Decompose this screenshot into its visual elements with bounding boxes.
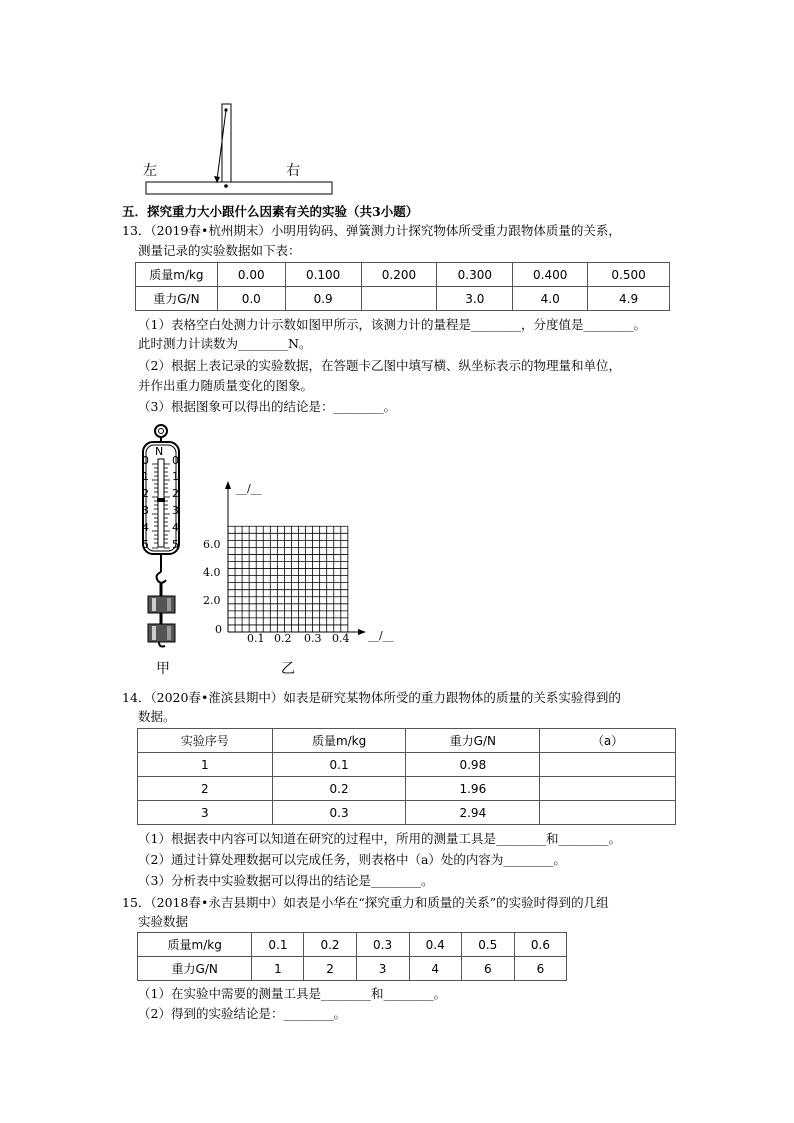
table-cell xyxy=(540,777,676,801)
tick-label: 2 xyxy=(172,487,179,500)
tick-label: 3 xyxy=(142,504,149,517)
q13-sub2a: （2）根据上表记录的实验数据，在答题卡乙图中填写横、纵坐标表示的物理量和单位， xyxy=(138,358,621,373)
table-cell: 3 xyxy=(138,801,273,825)
q15-table xyxy=(137,932,567,981)
table-row xyxy=(136,263,670,287)
table-cell: 2 xyxy=(138,777,273,801)
table-cell: 0.3 xyxy=(356,933,409,957)
tick-label: 0 xyxy=(172,454,179,467)
x-tick-label: 0.3 xyxy=(304,632,322,645)
tick-label: 5 xyxy=(172,538,179,551)
x-tick-label: 0.1 xyxy=(247,632,265,645)
table-cell: 0.98 xyxy=(406,753,540,777)
table-cell: 质量m/kg xyxy=(136,263,218,287)
table-cell: 质量m/kg xyxy=(272,729,406,753)
table-cell: 1.96 xyxy=(406,777,540,801)
table-cell: 重力G/N xyxy=(406,729,540,753)
table-cell: 0.100 xyxy=(285,263,361,287)
table-cell: 4.0 xyxy=(513,287,588,311)
y-axis-label: __/__ xyxy=(236,482,262,495)
table-cell: 0.9 xyxy=(285,287,361,311)
graph-figure xyxy=(195,475,410,645)
table-cell: 3 xyxy=(356,957,409,981)
table-cell: 2.94 xyxy=(406,801,540,825)
table-cell: 0.6 xyxy=(514,933,566,957)
tick-label: 4 xyxy=(142,521,149,534)
table-cell xyxy=(540,801,676,825)
table-cell: 0.4 xyxy=(409,933,461,957)
table-cell: 1 xyxy=(138,753,273,777)
q14-sub1: （1）根据表中内容可以知道在研究的过程中，所用的测量工具是________和________。 xyxy=(138,831,621,846)
q15-sub2: （2）得到的实验结论是：________。 xyxy=(138,1006,346,1021)
balance-figure xyxy=(140,100,340,200)
table-cell: 0.1 xyxy=(272,753,406,777)
left-label: 左 xyxy=(143,163,157,179)
q13-table xyxy=(135,262,670,311)
q15-sub1: （1）在实验中需要的测量工具是________和________。 xyxy=(138,986,446,1001)
tick-label: 1 xyxy=(142,470,149,483)
q14-sub3: （3）分析表中实验数据可以得出的结论是________。 xyxy=(138,873,434,888)
table-row xyxy=(138,729,676,753)
table-cell: 6 xyxy=(514,957,566,981)
table-cell: 3.0 xyxy=(437,287,513,311)
tick-label: 3 xyxy=(172,504,179,517)
q13-sub1b: 此时测力计读数为________N。 xyxy=(138,336,312,351)
y-tick-label: 0 xyxy=(215,623,222,636)
y-tick-label: 6.0 xyxy=(203,538,221,551)
table-row xyxy=(138,801,676,825)
scale-caption: 甲 xyxy=(156,661,170,677)
x-tick-label: 0.2 xyxy=(274,632,292,645)
table-cell xyxy=(540,753,676,777)
tick-label: 2 xyxy=(142,487,149,500)
table-cell: 质量m/kg xyxy=(138,933,252,957)
q14-table xyxy=(137,728,676,825)
scale-top-letter: N xyxy=(155,445,164,458)
graph-caption: 乙 xyxy=(281,661,295,677)
q13-sub1a: （1）表格空白处测力计示数如图甲所示，该测力计的量程是________，分度值是________。 xyxy=(138,317,646,332)
table-cell: 2 xyxy=(304,957,356,981)
q14-stem-line2: 数据。 xyxy=(138,709,176,724)
q13-sub3: （3）根据图象可以得出的结论是：________。 xyxy=(138,399,396,414)
table-cell: 4 xyxy=(409,957,461,981)
q13-stem-line2: 测量记录的实验数据如下表： xyxy=(138,243,301,258)
tick-label: 1 xyxy=(172,470,179,483)
section-title: 五．探究重力大小跟什么因素有关的实验（共3小题） xyxy=(122,204,419,219)
table-cell: 0.1 xyxy=(252,933,304,957)
balance-drawing xyxy=(140,100,340,200)
table-cell: 0.0 xyxy=(217,287,285,311)
q13-stem-line1: 13．（2019春•杭州期末）小明用钩码、弹簧测力计探究物体所受重力跟物体质量的关系， xyxy=(122,223,621,238)
table-row xyxy=(138,957,567,981)
table-cell: 0.500 xyxy=(588,263,670,287)
q15-stem-line1: 15．（2018春•永吉县期中）如表是小华在“探究重力和质量的关系”的实验时得到的几组 xyxy=(122,895,609,910)
table-cell: 重力G/N xyxy=(138,957,252,981)
table-cell: （a） xyxy=(540,729,676,753)
table-cell: 4.9 xyxy=(588,287,670,311)
y-tick-label: 4.0 xyxy=(203,566,221,579)
x-tick-label: 0.4 xyxy=(332,632,350,645)
table-cell: 实验序号 xyxy=(138,729,273,753)
table-row xyxy=(138,753,676,777)
table-cell: 重力G/N xyxy=(136,287,218,311)
y-tick-label: 2.0 xyxy=(203,594,221,607)
q14-stem-line1: 14．（2020春•淮滨县期中）如表是研究某物体所受的重力跟物体的质量的关系实验得到的 xyxy=(122,690,621,705)
table-cell: 0.400 xyxy=(513,263,588,287)
q14-sub2: （2）通过计算处理数据可以完成任务，则表格中（a）处的内容为________。 xyxy=(138,852,566,867)
q15-stem-line2: 实验数据 xyxy=(138,914,189,929)
table-cell xyxy=(361,287,437,311)
table-row xyxy=(138,933,567,957)
table-cell: 0.00 xyxy=(217,263,285,287)
table-cell: 1 xyxy=(252,957,304,981)
q13-sub2b: 并作出重力随质量变化的图象。 xyxy=(138,378,314,393)
table-cell: 6 xyxy=(461,957,514,981)
tick-label: 4 xyxy=(172,521,179,534)
x-axis-label: __/__ xyxy=(368,629,394,642)
tick-label: 5 xyxy=(142,538,149,551)
table-row xyxy=(138,777,676,801)
right-label: 右 xyxy=(286,163,300,179)
graph-drawing xyxy=(195,475,410,645)
table-row xyxy=(136,287,670,311)
table-cell: 0.2 xyxy=(304,933,356,957)
table-cell: 0.300 xyxy=(437,263,513,287)
table-cell: 0.2 xyxy=(272,777,406,801)
table-cell: 0.3 xyxy=(272,801,406,825)
table-cell: 0.200 xyxy=(361,263,437,287)
tick-label: 0 xyxy=(142,454,149,467)
table-cell: 0.5 xyxy=(461,933,514,957)
